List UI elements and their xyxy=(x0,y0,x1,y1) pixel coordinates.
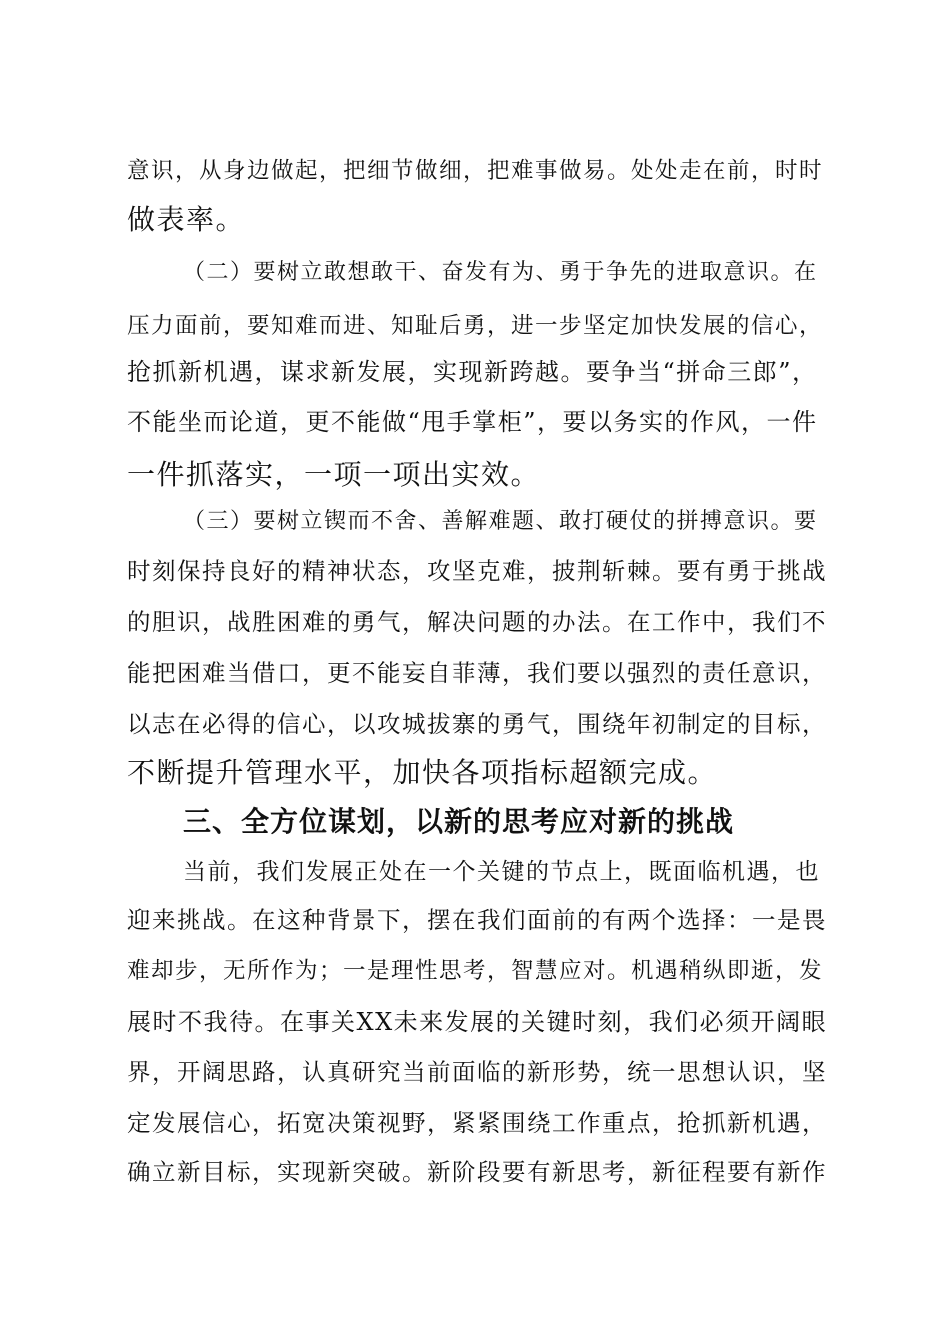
body-text-line: 不断提升管理水平，加快各项指标超额完成。 xyxy=(127,756,718,789)
body-text-line: 展时不我待。在事关XX未来发展的关键时刻，我们必须开阔眼 xyxy=(127,1008,828,1036)
body-text-line: 压力面前，要知难而进、知耻后勇，进一步坚定加快发展的信心， xyxy=(127,313,824,339)
paragraph-2-start: （二）要树立敢想敢干、奋发有为、勇于争先的进取意识。在 xyxy=(183,260,818,285)
section-heading: 三、全方位谋划，以新的思考应对新的挑战 xyxy=(183,805,735,838)
body-text-line: 做表率。 xyxy=(127,203,246,236)
body-text-line: 迎来挑战。在这种背景下，摆在我们面前的有两个选择：一是畏 xyxy=(127,906,827,934)
body-text-line: 抢抓新机遇，谋求新发展，实现新跨越。要争当“拼命三郎”， xyxy=(127,358,818,386)
body-text-line: 定发展信心，拓宽决策视野，紧紧围绕工作重点，抢抓新机遇， xyxy=(127,1109,827,1137)
body-text-line: 的胆识，战胜困难的勇气，解决问题的办法。在工作中，我们不 xyxy=(127,608,827,636)
paragraph-4-start: 当前，我们发展正处在一个关键的节点上，既面临机遇，也 xyxy=(183,859,820,885)
body-text-line: 以志在必得的信心，以攻城拔寨的勇气，围绕年初制定的目标， xyxy=(127,710,827,738)
body-text-line: 界，开阔思路，认真研究当前面临的新形势，统一思想认识，坚 xyxy=(127,1058,827,1086)
body-text-line: 意识，从身边做起，把细节做细，把难事做易。处处走在前，时时 xyxy=(127,158,824,184)
body-text-line: 确立新目标，实现新突破。新阶段要有新思考，新征程要有新作 xyxy=(127,1158,827,1186)
body-text-line: 时刻保持良好的精神状态，攻坚克难，披荆斩棘。要有勇于挑战 xyxy=(127,557,827,585)
body-text-line: 不能坐而论道，更不能做“甩手掌柜”，要以务实的作风，一件 xyxy=(127,408,818,436)
body-text-line: 难却步，无所作为；一是理性思考，智慧应对。机遇稍纵即逝，发 xyxy=(127,958,824,984)
body-text-line: 能把困难当借口，更不能妄自菲薄，我们要以强烈的责任意识， xyxy=(127,659,827,687)
body-text-line: 一件抓落实，一项一项出实效。 xyxy=(127,458,541,491)
paragraph-3-start: （三）要树立锲而不舍、善解难题、敢打硬仗的拼搏意识。要 xyxy=(183,509,818,534)
